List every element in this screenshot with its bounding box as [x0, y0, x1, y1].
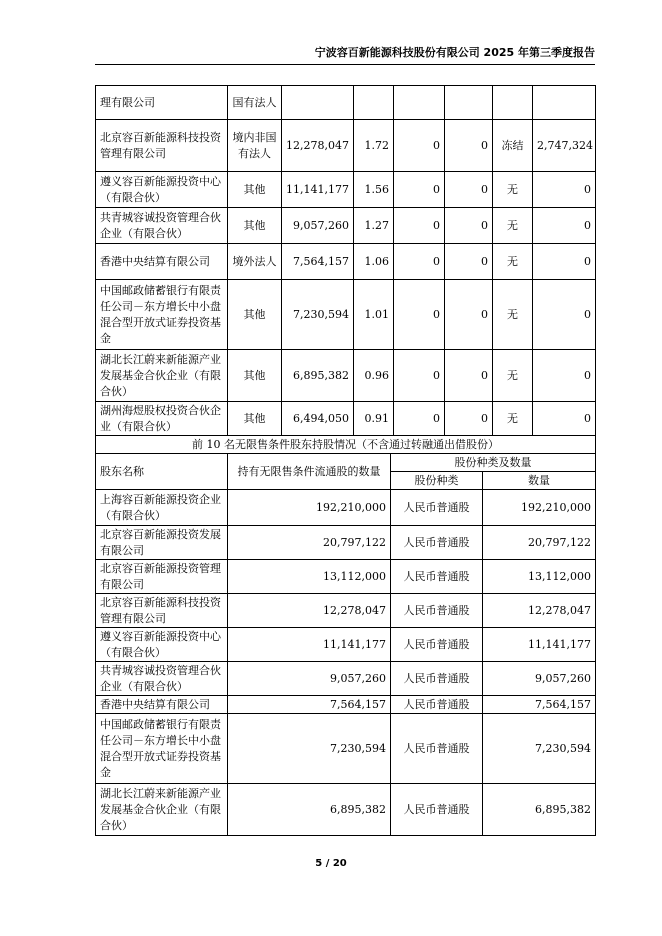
holder-status-qty — [533, 86, 596, 120]
holder-pledged-restricted: 0 — [445, 208, 493, 244]
holder-pledged-restricted: 0 — [445, 350, 493, 402]
col-header-amount: 数量 — [483, 472, 596, 490]
col-header-type: 股份种类 — [391, 472, 483, 490]
table-row — [96, 594, 596, 628]
holder-nature: 其他 — [228, 208, 282, 244]
table-row — [96, 662, 596, 696]
table-row — [96, 280, 596, 350]
holder-pct: 1.56 — [354, 172, 394, 208]
col-header-name: 股东名称 — [96, 454, 228, 490]
holder-qty: 192,210,000 — [228, 490, 391, 526]
holder-status-qty: 0 — [533, 350, 596, 402]
holder-status-qty: 0 — [533, 172, 596, 208]
holder-status: 冻结 — [493, 120, 533, 172]
holder-nature: 其他 — [228, 172, 282, 208]
holder-name: 北京容百新能源投资发展有限公司 — [96, 526, 228, 560]
share-amount: 192,210,000 — [483, 490, 596, 526]
holder-nature: 境外法人 — [228, 244, 282, 280]
holder-name: 遵义容百新能源投资中心（有限合伙） — [96, 628, 228, 662]
holder-name: 北京容百新能源科技投资管理有限公司 — [96, 594, 228, 628]
holder-shares: 9,057,260 — [282, 208, 354, 244]
holder-name: 北京容百新能源投资管理有限公司 — [96, 560, 228, 594]
holder-shares: 6,895,382 — [282, 350, 354, 402]
holder-pct: 1.27 — [354, 208, 394, 244]
share-amount: 11,141,177 — [483, 628, 596, 662]
table-row — [96, 172, 596, 208]
holder-name: 共青城容诚投资管理合伙企业（有限合伙） — [96, 662, 228, 696]
holder-pct: 1.01 — [354, 280, 394, 350]
holder-restricted: 0 — [394, 402, 445, 436]
share-amount: 7,564,157 — [483, 696, 596, 714]
share-type: 人民币普通股 — [391, 490, 483, 526]
holder-shares: 7,230,594 — [282, 280, 354, 350]
holder-shares: 7,564,157 — [282, 244, 354, 280]
holder-status: 无 — [493, 244, 533, 280]
top-holders-table — [95, 85, 596, 436]
holder-pledged-restricted — [445, 86, 493, 120]
holder-qty: 7,564,157 — [228, 696, 391, 714]
holder-nature: 其他 — [228, 402, 282, 436]
share-type: 人民币普通股 — [391, 560, 483, 594]
holder-name: 中国邮政储蓄银行有限责任公司－东方增长中小盘混合型开放式证券投资基金 — [96, 280, 228, 350]
holder-name: 湖北长江蔚来新能源产业发展基金合伙企业（有限合伙） — [96, 784, 228, 836]
holder-status-qty: 0 — [533, 280, 596, 350]
holder-pct: 1.72 — [354, 120, 394, 172]
holder-restricted: 0 — [394, 280, 445, 350]
holder-pledged-restricted: 0 — [445, 172, 493, 208]
share-type: 人民币普通股 — [391, 784, 483, 836]
holder-nature: 境内非国有法人 — [228, 120, 282, 172]
table-row — [96, 628, 596, 662]
page-number: 5 / 20 — [315, 858, 347, 869]
holder-status: 无 — [493, 208, 533, 244]
holder-pledged-restricted: 0 — [445, 280, 493, 350]
holder-pct: 0.96 — [354, 350, 394, 402]
holder-qty: 11,141,177 — [228, 628, 391, 662]
table-row — [96, 526, 596, 560]
holder-status-qty: 0 — [533, 208, 596, 244]
holder-restricted: 0 — [394, 208, 445, 244]
table-row — [96, 714, 596, 784]
holder-status: 无 — [493, 172, 533, 208]
holder-pct: 0.91 — [354, 402, 394, 436]
holder-shares: 6,494,050 — [282, 402, 354, 436]
table-row — [96, 350, 596, 402]
section-title: 前 10 名无限售条件股东持股情况（不含通过转融通出借股份） — [96, 436, 596, 454]
table-row — [96, 490, 596, 526]
holder-status: 无 — [493, 402, 533, 436]
holder-nature: 国有法人 — [228, 86, 282, 120]
table-row — [96, 208, 596, 244]
holder-qty: 6,895,382 — [228, 784, 391, 836]
table-row — [96, 784, 596, 836]
col-header-type-group: 股份种类及数量 — [391, 454, 596, 472]
holder-status-qty: 0 — [533, 244, 596, 280]
table-row — [96, 120, 596, 172]
share-type: 人民币普通股 — [391, 594, 483, 628]
holder-status: 无 — [493, 350, 533, 402]
holder-qty: 9,057,260 — [228, 662, 391, 696]
share-type: 人民币普通股 — [391, 662, 483, 696]
holder-restricted: 0 — [394, 244, 445, 280]
header-rule — [95, 64, 595, 65]
unrestricted-holders-table — [95, 435, 596, 836]
holder-status: 无 — [493, 280, 533, 350]
table-row — [96, 402, 596, 436]
holder-restricted: 0 — [394, 350, 445, 402]
share-amount: 9,057,260 — [483, 662, 596, 696]
table-row — [96, 86, 596, 120]
holder-name: 香港中央结算有限公司 — [96, 696, 228, 714]
holder-name: 香港中央结算有限公司 — [96, 244, 228, 280]
holder-status-qty: 2,747,324 — [533, 120, 596, 172]
holder-shares — [282, 86, 354, 120]
header-row — [96, 454, 596, 472]
share-amount: 13,112,000 — [483, 560, 596, 594]
holder-qty: 13,112,000 — [228, 560, 391, 594]
holder-name: 理有限公司 — [96, 86, 228, 120]
holder-name: 遵义容百新能源投资中心（有限合伙） — [96, 172, 228, 208]
holder-nature: 其他 — [228, 280, 282, 350]
share-amount: 20,797,122 — [483, 526, 596, 560]
page-header: 宁波容百新能源科技股份有限公司 2025 年第三季度报告 — [314, 46, 595, 59]
holder-status — [493, 86, 533, 120]
holder-pledged-restricted: 0 — [445, 402, 493, 436]
holder-qty: 7,230,594 — [228, 714, 391, 784]
holder-nature: 其他 — [228, 350, 282, 402]
holder-pledged-restricted: 0 — [445, 244, 493, 280]
holder-status-qty: 0 — [533, 402, 596, 436]
share-amount: 7,230,594 — [483, 714, 596, 784]
holder-shares: 12,278,047 — [282, 120, 354, 172]
holder-pledged-restricted: 0 — [445, 120, 493, 172]
holder-name: 上海容百新能源投资企业（有限合伙） — [96, 490, 228, 526]
holder-name: 湖州海煜股权投资合伙企业（有限合伙） — [96, 402, 228, 436]
holder-restricted: 0 — [394, 172, 445, 208]
section-title-row — [96, 436, 596, 454]
table-row — [96, 244, 596, 280]
col-header-qty: 持有无限售条件流通股的数量 — [228, 454, 391, 490]
share-amount: 12,278,047 — [483, 594, 596, 628]
holder-pct: 1.06 — [354, 244, 394, 280]
share-type: 人民币普通股 — [391, 628, 483, 662]
holder-shares: 11,141,177 — [282, 172, 354, 208]
share-type: 人民币普通股 — [391, 526, 483, 560]
holder-name: 湖北长江蔚来新能源产业发展基金合伙企业（有限合伙） — [96, 350, 228, 402]
holder-name: 北京容百新能源科技投资管理有限公司 — [96, 120, 228, 172]
holder-name: 共青城容诚投资管理合伙企业（有限合伙） — [96, 208, 228, 244]
holder-restricted: 0 — [394, 120, 445, 172]
share-amount: 6,895,382 — [483, 784, 596, 836]
holder-restricted — [394, 86, 445, 120]
table-row — [96, 696, 596, 714]
holder-qty: 20,797,122 — [228, 526, 391, 560]
holder-pct — [354, 86, 394, 120]
share-type: 人民币普通股 — [391, 714, 483, 784]
table-row — [96, 560, 596, 594]
holder-qty: 12,278,047 — [228, 594, 391, 628]
share-type: 人民币普通股 — [391, 696, 483, 714]
holder-name: 中国邮政储蓄银行有限责任公司－东方增长中小盘混合型开放式证券投资基金 — [96, 714, 228, 784]
